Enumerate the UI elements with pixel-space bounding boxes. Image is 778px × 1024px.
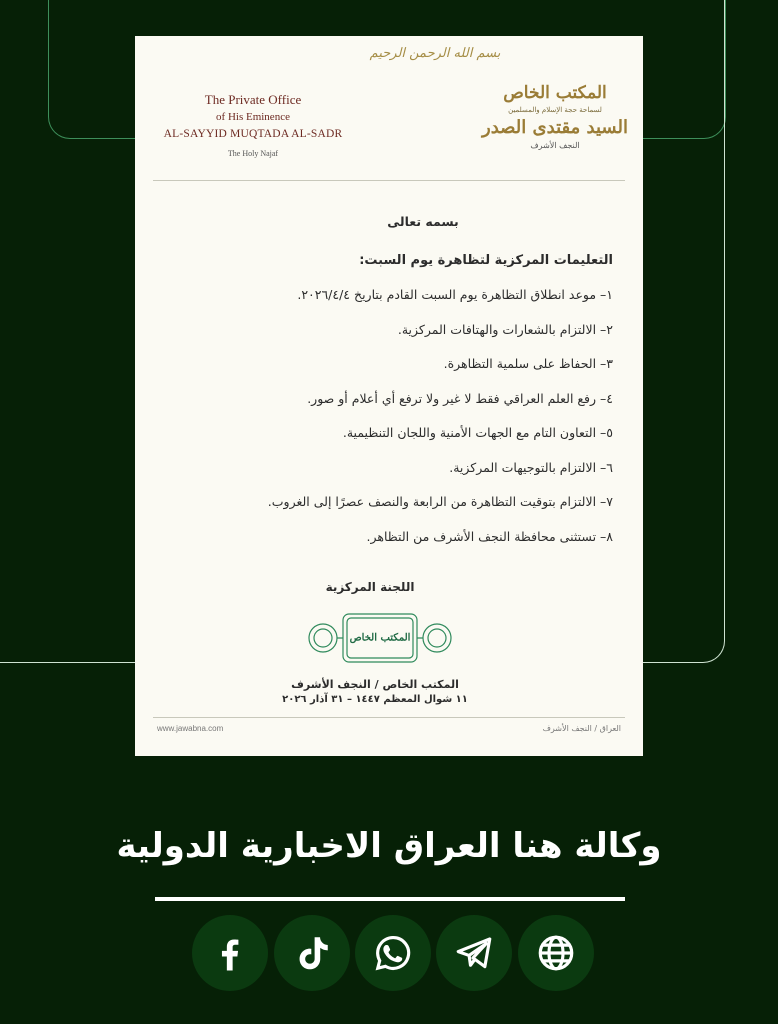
document-page (135, 36, 643, 756)
telegram-link[interactable] (436, 915, 512, 991)
facebook-link[interactable] (192, 915, 268, 991)
arabic-header-line4: النجف الأشرف (530, 141, 580, 150)
seal-text: المكتب الخاص (349, 632, 411, 644)
footer-url: www.jawabna.com (157, 724, 224, 733)
footer-location: العراق / النجف الأشرف (542, 724, 621, 733)
english-header-line4: The Holy Najaf (227, 149, 279, 158)
brand-name: وكالة هنا العراق الاخبارية الدولية (116, 826, 662, 866)
telegram-icon (453, 932, 495, 974)
arabic-header-line3: السيد مقتدى الصدر (482, 117, 628, 138)
header-divider (153, 180, 625, 181)
list-item: ٣– الحفاظ على سلمية التظاهرة. (443, 356, 613, 371)
list-item: ٢– الالتزام بالشعارات والهتافات المركزية. (397, 321, 613, 337)
list-item: ٥– التعاون التام مع الجهات الأمنية واللجان التنظيمية. (342, 425, 613, 440)
basmala: بسم الله الرحمن الرحيم (369, 46, 501, 61)
arabic-header-logo (480, 82, 630, 152)
list-item: ٨– تستثنى محافظة النجف الأشرف من التظاهر. (366, 528, 613, 544)
footer-divider (153, 717, 625, 718)
globe-icon (535, 932, 577, 974)
brand-underline (155, 897, 625, 901)
arabic-header-line1: المكتب الخاص (503, 83, 607, 103)
list-item: ٧– الالتزام بتوقيت التظاهرة من الرابعة والنصف عصرًا إلى الغروب. (267, 494, 613, 509)
tiktok-icon (291, 932, 333, 974)
list-item: ٤– رفع العلم العراقي فقط لا غير ولا ترفع أي أعلام أو صور. (307, 390, 613, 406)
date-line: ١١ شوال المعظم ١٤٤٧ – ٣١ آذار ٢٠٢٦ (282, 694, 468, 705)
document-body (173, 214, 613, 554)
english-header-line1: The Private Office (204, 92, 302, 107)
english-header (153, 91, 353, 161)
instructions-list (173, 278, 613, 554)
greeting: بسمه تعالى (387, 214, 459, 229)
document-title: التعليمات المركزية لتظاهرة يوم السبت: (359, 253, 613, 268)
office-block (275, 676, 475, 707)
tiktok-link[interactable] (274, 915, 350, 991)
office-line: المكتب الخاص / النجف الأشرف (291, 678, 459, 691)
website-link[interactable] (518, 915, 594, 991)
arabic-header-line2: لسماحة حجة الإسلام والمسلمين (508, 106, 602, 114)
list-item: ١– موعد انطلاق التظاهرة يوم السبت القادم بتاريخ ٢٠٢٦/٤/٤. (297, 287, 613, 302)
list-item: ٦– الالتزام بالتوجيهات المركزية. (449, 459, 613, 475)
signature: اللجنة المركزية (325, 580, 415, 594)
official-seal (305, 608, 455, 668)
english-header-line2: of His Eminence (216, 111, 290, 123)
whatsapp-link[interactable] (355, 915, 431, 991)
facebook-icon (209, 932, 251, 974)
english-header-line3: AL-SAYYID MUQTADA AL-SADR (163, 128, 343, 140)
whatsapp-icon (372, 932, 414, 974)
